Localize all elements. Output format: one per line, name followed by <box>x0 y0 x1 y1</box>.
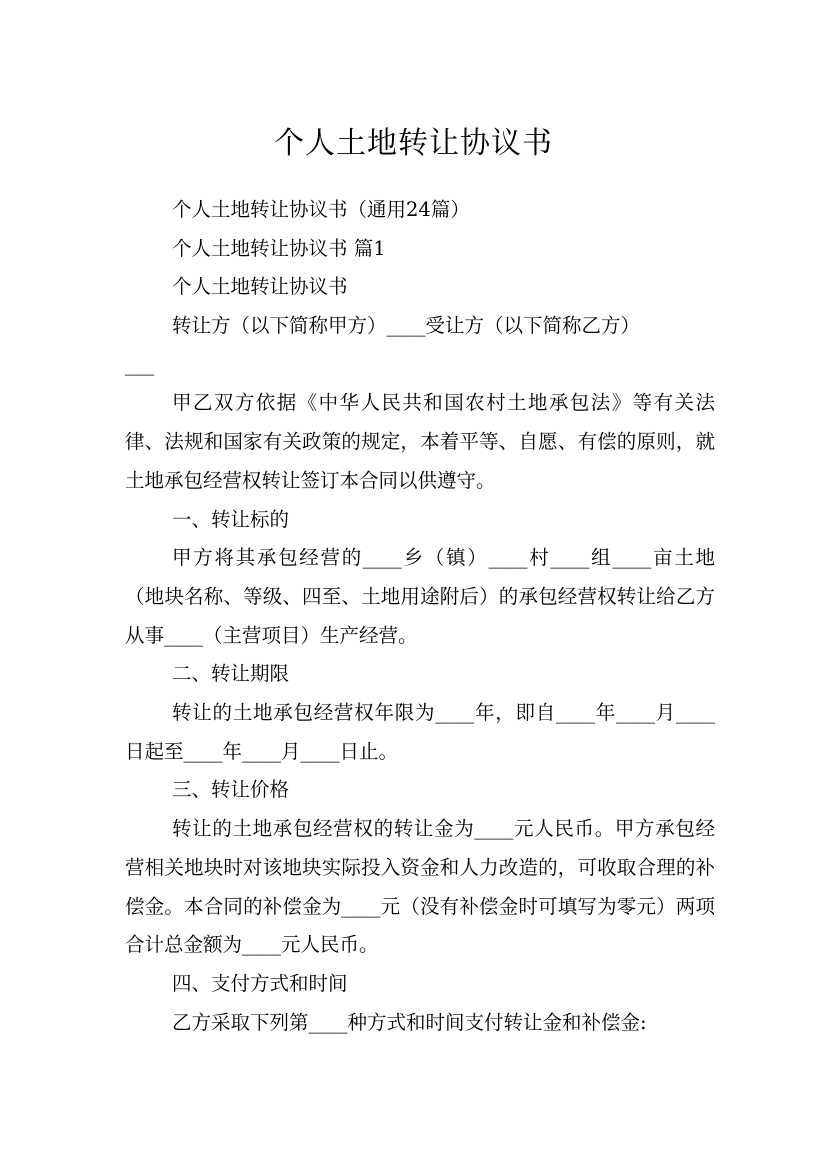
section-4-heading: 四、支付方式和时间 <box>172 971 348 995</box>
document-body <box>125 191 715 1042</box>
preamble-paragraph: 甲乙双方依据《中华人民共和国农村土地承包法》等有关法律、法规和国家有关政策的规定，本着平等、自愿、有偿的原则，就土地承包经营权转让签订本合同以供遵守。 <box>125 391 715 492</box>
section-1-heading: 一、转让标的 <box>172 507 290 531</box>
section-2-heading: 二、转让期限 <box>172 662 290 686</box>
section-heading-line: 个人土地转让协议书 篇1 <box>172 236 386 260</box>
document-title: 个人土地转让协议书 <box>274 126 553 162</box>
section-1-paragraph: 甲方将其承包经营的____乡（镇）____村____组____亩土地（地块名称、等级、四至、土地用途附后）的承包经营权转让给乙方从事____（主营项目）生产经营。 <box>125 546 715 647</box>
section-2-paragraph: 转让的土地承包经营权年限为____年，即自____年____月____日起至____年____月____日止。 <box>125 701 715 763</box>
parties-blank-line: ___ <box>125 352 155 376</box>
parties-line: 转让方（以下简称甲方）____受让方（以下简称乙方） <box>172 314 641 338</box>
section-3-heading: 三、转让价格 <box>172 778 290 802</box>
agreement-name-line: 个人土地转让协议书 <box>172 275 348 299</box>
section-3-paragraph: 转让的土地承包经营权的转让金为____元人民币。甲方承包经营相关地块时对该地块实际投入资金和人力改造的，可收取合理的补偿金。本合同的补偿金为____元（没有补偿金时可填写为零元）两项合计总金额为____元人民币。 <box>125 817 715 957</box>
section-4-paragraph: 乙方采取下列第____种方式和时间支付转让金和补偿金: <box>172 1010 647 1034</box>
subtitle-line: 个人土地转让协议书（通用24篇） <box>172 198 470 221</box>
